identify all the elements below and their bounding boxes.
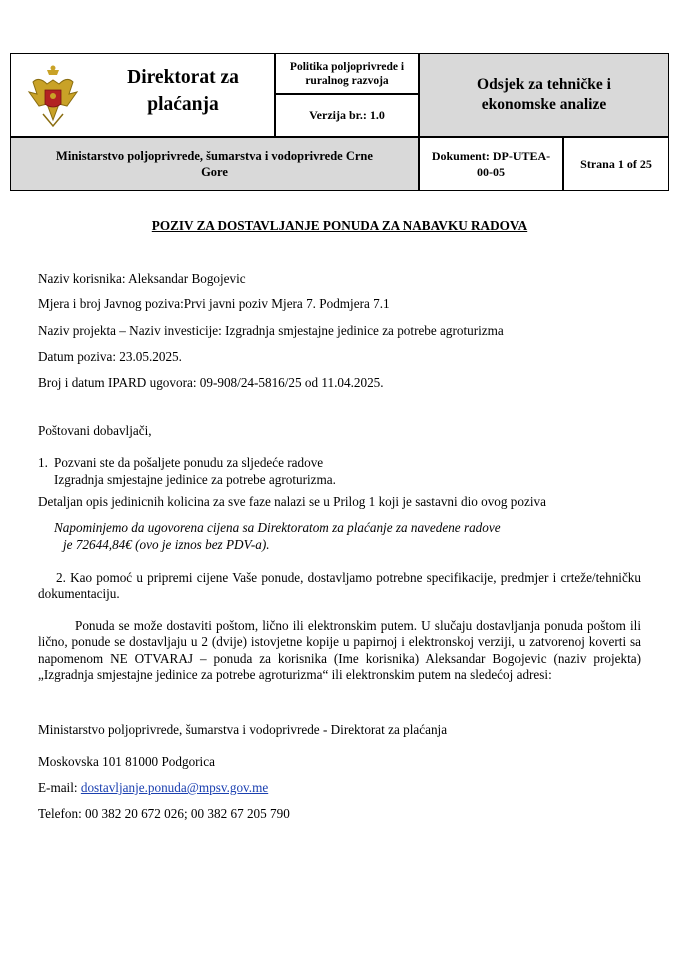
department-line2: ekonomske analize [481,96,607,113]
logo-title-cell [10,53,275,137]
coat-of-arms-icon [25,64,81,130]
org-title-line2: plaćanja [147,94,219,115]
beneficiary-line: Naziv korisnika: Aleksandar Bogojevic [38,271,246,286]
note-line2: je 72644,84€ (ovo je iznos bez PDV-a). [63,537,270,552]
item-1-line2: Izgradnja smjestajne jedinice za potrebe agroturizma. [54,472,336,487]
version-cell [275,94,419,137]
delivery-paragraph: Ponuda se može dostaviti poštom, lično ili elektronskim putem. U slučaju dostavljanja ponuda poštom ili lično, ponude se dostavljaju u 2 (dvije) istovjetne kopije u papirnoj i elektronskoj verziji, u zatvorenoj koverti sa napomenom NE OTVARAJ – ponuda za korisnika (Ime korisnika) Aleksandar Bogojevic (naziv projekta) „Izgradnja smjestajne jedinice za potrebe agroturizma“ ili elektronskim putem na sledećoj adresi: [38,618,641,682]
greeting: Poštovani dobavljači, [38,423,152,438]
email-line [38,780,268,796]
department-line1: Odsjek za tehničke i [477,76,611,93]
page-number: Strana 1 of 25 [580,156,652,171]
policy-line2: ruralnog razvoja [305,74,389,87]
document-line1: Dokument: DP-UTEA- [431,149,551,163]
item-1-number: 1. [38,455,48,470]
address-street: Moskovska 101 81000 Podgorica [38,754,215,769]
department-cell [419,53,669,137]
email-label: E-mail: [38,780,81,795]
item-1-line1: Pozvani ste da pošaljete ponudu za sljedeće radove [54,455,324,470]
version-text: Verzija br.: 1.0 [309,108,385,122]
org-title [103,64,263,118]
document-title-text: POZIV ZA DOSTAVLJANJE PONUDA ZA NABAVKU RADOVA [151,218,528,233]
document-line2: 00-05 [477,165,505,179]
document-cell [419,137,563,191]
date-line: Datum poziva: 23.05.2025. [38,349,182,364]
note-line1: Napominjemo da ugovorena cijena sa Direktoratom za plaćanje za navedene radove [54,520,501,535]
phone-line: Telefon: 00 382 20 672 026; 00 382 67 205 790 [38,806,290,821]
ministry-cell [10,137,419,191]
detail-line: Detaljan opis jedinicnih kolicina za sve faze nalazi se u Prilog 1 koji je sastavni dio ovog poziva [38,494,546,509]
email-link[interactable]: dostavljanje.ponuda@mpsv.gov.me [80,780,269,795]
ministry-line2: Gore [201,165,228,179]
policy-line1: Politika poljoprivrede i [289,60,405,73]
page-cell [563,137,669,191]
item-2-paragraph: 2. Kao pomoć u pripremi cijene Vaše ponude, dostavljamo potrebne specifikacije, predmjer i crteže/tehničku dokumentaciju. [38,570,641,602]
ministry-line1: Ministarstvo poljoprivrede, šumarstva i vodoprivrede Crne [56,149,373,163]
document-title [0,218,679,234]
call-line: Mjera i broj Javnog poziva:Prvi javni poziv Mjera 7. Podmjera 7.1 [38,296,390,311]
address-org: Ministarstvo poljoprivrede, šumarstva i vodoprivrede - Direktorat za plaćanja [38,722,448,737]
project-line: Naziv projekta – Naziv investicije: Izgradnja smjestajne jedinice za potrebe agroturizma [38,323,504,338]
contract-line: Broj i datum IPARD ugovora: 09-908/24-5816/25 od 11.04.2025. [38,375,384,390]
org-title-line1: Direktorat za [127,67,239,88]
policy-cell [275,53,419,94]
